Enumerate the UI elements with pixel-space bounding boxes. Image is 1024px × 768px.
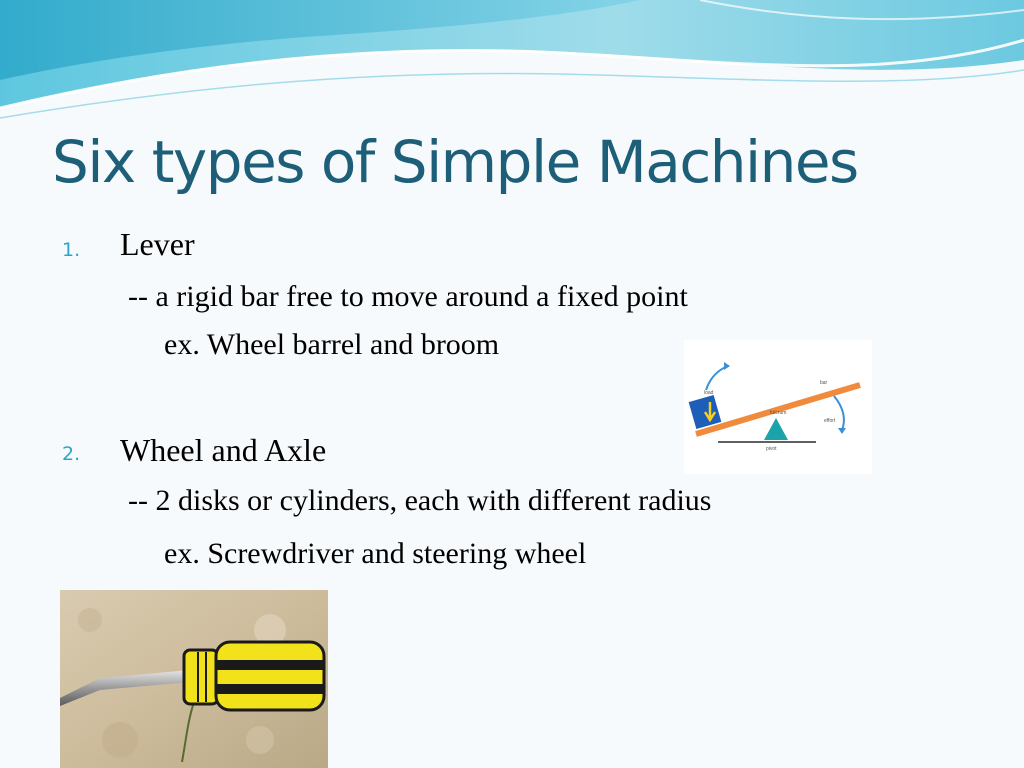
fulcrum-triangle [764,418,788,440]
item-example-wheel-axle: ex. Screwdriver and steering wheel [164,537,587,570]
slide-title: Six types of Simple Machines [52,128,858,196]
item-heading-lever: Lever [120,226,195,262]
arrow-head [724,362,730,370]
lever-diagram-image [684,340,872,474]
item-example-lever: ex. Wheel barrel and broom [164,328,500,361]
item-heading-wheel-axle: Wheel and Axle [120,432,327,468]
arrow-head-2 [838,428,846,434]
lever-label-bar: bar [820,380,828,386]
lever-label-load: load [704,390,714,396]
item-definition-wheel-axle: -- 2 disks or cylinders, each with different radius [128,484,712,517]
lever-label-pivot: pivot [766,446,777,452]
list-number-1: 1. [62,239,81,261]
screwdriver-photo [60,590,328,768]
curved-arrow-up-icon [706,366,728,390]
lever-label-fulcrum: fulcrum [770,410,787,416]
lever-label-effort: effort [824,418,836,424]
screwdriver-handle [216,642,324,710]
list-number-2: 2. [62,443,81,465]
screwdriver-ferrule [184,650,218,704]
curved-arrow-down-icon [834,396,844,430]
item-definition-lever: -- a rigid bar free to move around a fixed point [128,280,688,313]
header-wave-decoration [0,0,1024,130]
